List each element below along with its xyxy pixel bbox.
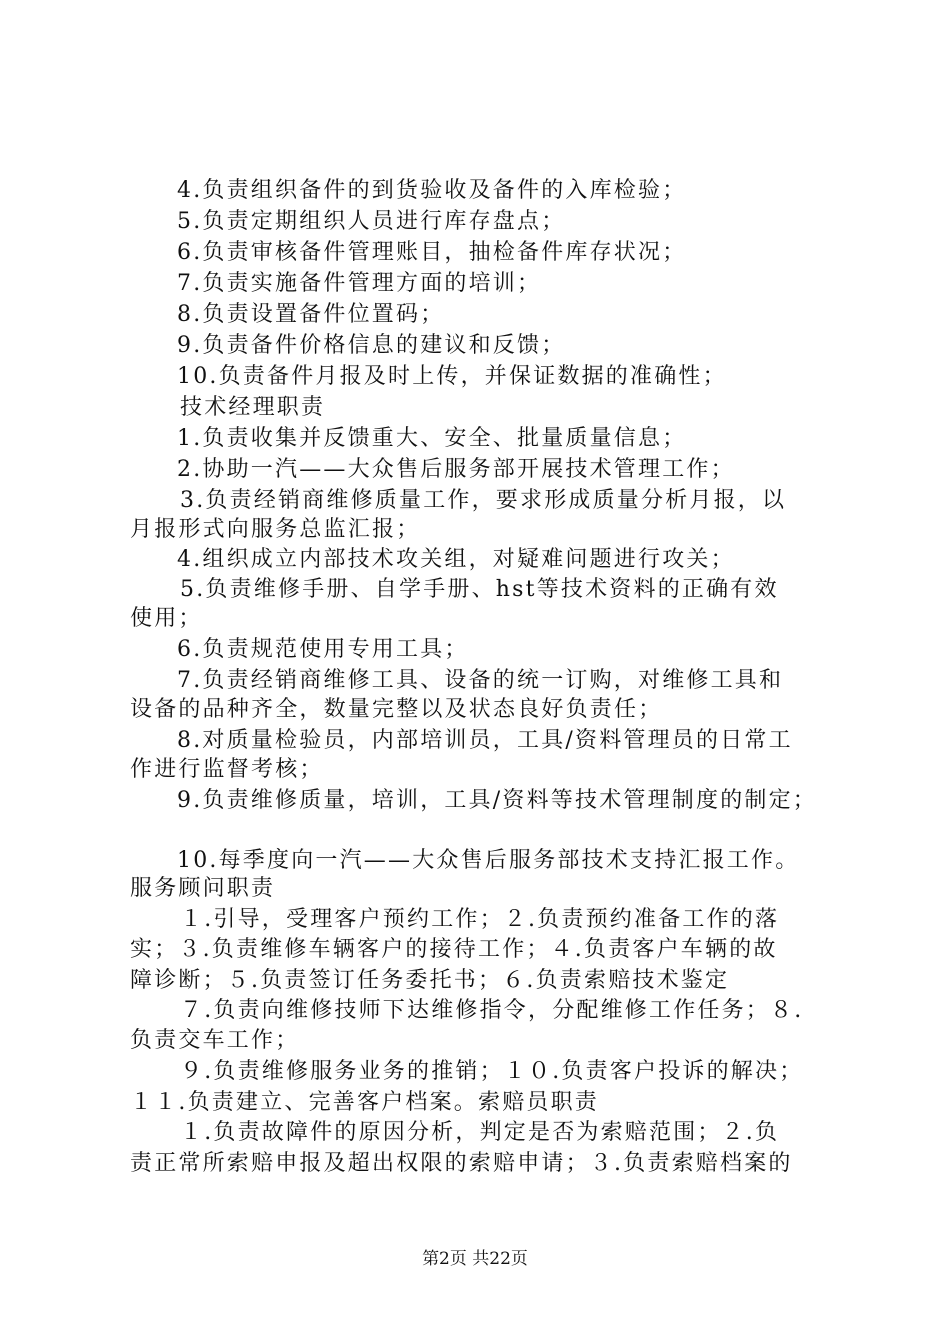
body-line: １１.负责建立、完善客户档案。索赔员职责	[130, 1090, 599, 1115]
body-line: 月报形式向服务总监汇报；	[130, 517, 421, 542]
body-line: 4.负责组织备件的到货验收及备件的入库检验；	[177, 178, 687, 203]
body-line: 9.负责备件价格信息的建议和反馈；	[177, 333, 566, 358]
page-number: 第2页 共22页	[422, 1249, 528, 1269]
body-line: 2.协助一汽——大众售后服务部开展技术管理工作；	[177, 457, 735, 482]
body-line: 6.负责审核备件管理账目，抽检备件库存状况；	[177, 240, 687, 265]
body-line: 责正常所索赔申报及超出权限的索赔申请；３.负责索赔档案的	[130, 1151, 793, 1176]
body-line: 10.每季度向一汽——大众售后服务部技术支持汇报工作。	[177, 848, 800, 873]
body-line: 负责交车工作；	[130, 1028, 300, 1053]
body-line: 作进行监督考核；	[130, 757, 324, 782]
body-line: １.引导，受理客户预约工作；２.负责预约准备工作的落	[180, 907, 780, 932]
body-line: 4.组织成立内部技术攻关组，对疑难问题进行攻关；	[177, 547, 735, 572]
body-line: 10.负责备件月报及时上传，并保证数据的准确性；	[177, 364, 727, 389]
body-line: 7.负责实施备件管理方面的培训；	[177, 271, 542, 296]
body-line: 设备的品种齐全，数量完整以及状态良好负责任；	[130, 697, 663, 722]
body-line: 障诊断；５.负责签订任务委托书；６.负责索赔技术鉴定	[130, 968, 730, 993]
body-line: 6.负责规范使用专用工具；	[177, 637, 469, 662]
section-heading: 技术经理职责	[180, 395, 326, 420]
body-line: ７.负责向维修技师下达维修指令，分配维修工作任务；８.	[180, 998, 804, 1023]
body-line: １.负责故障件的原因分析，判定是否为索赔范围；２.负	[180, 1120, 780, 1145]
section-heading: 服务顾问职责	[130, 876, 276, 901]
body-line: 5.负责定期组织人员进行库存盘点；	[177, 209, 566, 234]
body-line: 实；３.负责维修车辆客户的接待工作；４.负责客户车辆的故	[130, 937, 778, 962]
body-line: 5.负责维修手册、自学手册、hst等技术资料的正确有效	[180, 577, 779, 602]
body-line: 3.负责经销商维修质量工作，要求形成质量分析月报，以	[180, 488, 787, 513]
body-line: 1.负责收集并反馈重大、安全、批量质量信息；	[177, 426, 687, 451]
body-line: ９.负责维修服务业务的推销；１０.负责客户投诉的解决；	[180, 1059, 804, 1084]
body-line: 7.负责经销商维修工具、设备的统一订购，对维修工具和	[177, 668, 784, 693]
body-line: 8.对质量检验员，内部培训员，工具/资料管理员的日常工	[177, 728, 793, 753]
body-line: 9.负责维修质量，培训，工具/资料等技术管理制度的制定；	[177, 788, 818, 813]
body-line: 使用；	[130, 606, 203, 631]
body-line: 8.负责设置备件位置码；	[177, 302, 445, 327]
